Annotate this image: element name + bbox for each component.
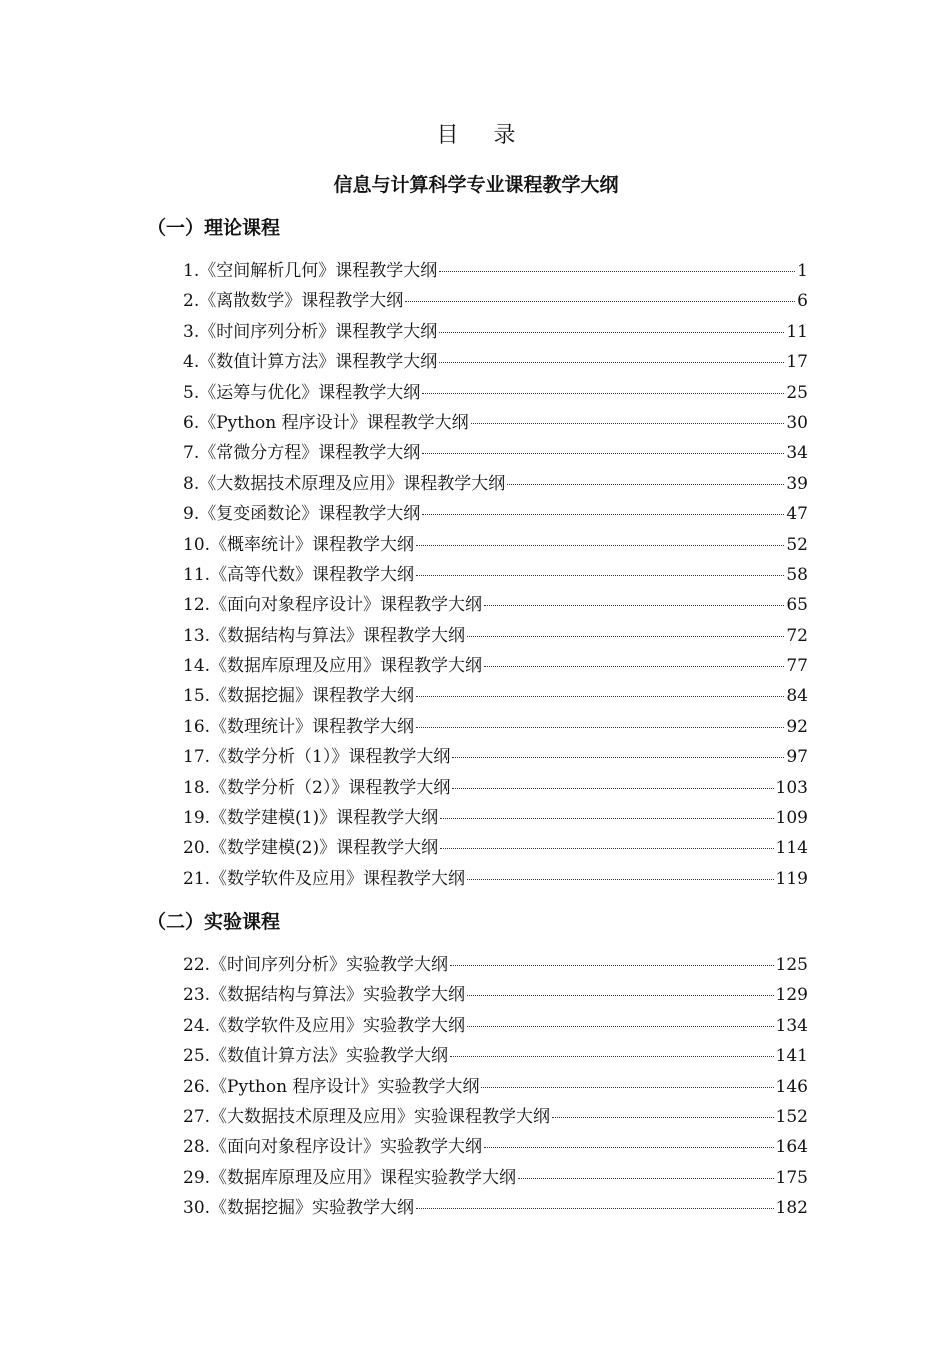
dot-leader [439,362,784,363]
dot-leader [416,545,784,546]
toc-entry-page-number: 114 [775,838,808,859]
toc-entry-title: 14.《数据库原理及应用》课程教学大纲 [183,656,483,677]
document-subtitle: 信息与计算科学专业课程教学大纲 [333,174,619,196]
dot-leader [416,575,784,576]
toc-entry[interactable] [183,864,808,894]
toc-entry[interactable] [183,621,808,651]
toc-entry-title: 5.《运筹与优化》课程教学大纲 [183,382,421,403]
toc-entry-page-number: 109 [775,808,808,829]
toc-entry-page-number: 30 [786,412,808,433]
dot-leader [484,1147,774,1148]
toc-entry[interactable] [183,980,808,1010]
toc-entry-page-number: 164 [775,1137,808,1158]
toc-entry[interactable] [183,1132,808,1162]
toc-entry-title: 23.《数据结构与算法》实验教学大纲 [183,985,466,1006]
toc-entry-title: 6.《Python 程序设计》课程教学大纲 [183,412,469,433]
dot-leader [422,514,784,515]
toc-entry-title: 16.《数理统计》课程教学大纲 [183,716,415,737]
toc-list-theory [183,256,808,894]
toc-entry-page-number: 77 [786,656,808,677]
toc-entry[interactable] [183,560,808,590]
toc-entry-title: 22.《时间序列分析》实验教学大纲 [183,955,449,975]
toc-entry-title: 18.《数学分析（2）》课程教学大纲 [183,777,451,798]
dot-leader [405,301,795,302]
toc-entry-page-number: 34 [786,443,808,464]
toc-entry-title: 7.《常微分方程》课程教学大纲 [183,443,421,464]
toc-entry-title: 30.《数据挖掘》实验教学大纲 [183,1198,415,1219]
dot-leader [481,1087,773,1088]
toc-entry-page-number: 92 [786,716,808,737]
dot-leader [552,1117,774,1118]
dot-leader [467,636,784,637]
dot-leader [422,453,784,454]
dot-leader [440,818,773,819]
dot-leader [416,1208,774,1209]
toc-entry-page-number: 134 [775,1015,808,1036]
toc-entry-title: 3.《时间序列分析》课程教学大纲 [183,321,438,342]
toc-list-experiment [183,950,808,1224]
toc-entry-title: 25.《数值计算方法》实验教学大纲 [183,1046,449,1067]
toc-entry[interactable] [183,742,808,772]
toc-entry-page-number: 103 [775,777,808,798]
toc-entry[interactable] [183,950,808,980]
dot-leader [450,965,774,966]
page-title: 目 录 [436,123,530,148]
dot-leader [450,1056,774,1057]
dot-leader [467,995,774,996]
toc-entry-page-number: 65 [786,595,808,616]
toc-entry[interactable] [183,530,808,560]
toc-entry[interactable] [183,499,808,529]
dot-leader [452,757,784,758]
toc-entry-title: 12.《面向对象程序设计》课程教学大纲 [183,595,483,616]
toc-entry-title: 13.《数据结构与算法》课程教学大纲 [183,625,466,646]
toc-entry[interactable] [183,256,808,286]
toc-entry-title: 4.《数值计算方法》课程教学大纲 [183,352,438,373]
dot-leader [416,727,784,728]
toc-entry-page-number: 182 [775,1198,808,1219]
toc-entry-title: 27.《大数据技术原理及应用》实验课程教学大纲 [183,1106,551,1127]
toc-entry-title: 20.《数学建模(2)》课程教学大纲 [183,838,439,859]
toc-entry-title: 8.《大数据技术原理及应用》课程教学大纲 [183,473,506,494]
toc-entry[interactable] [183,378,808,408]
toc-entry[interactable] [183,712,808,742]
toc-entry[interactable] [183,1102,808,1132]
toc-entry-page-number: 84 [786,686,808,707]
toc-entry-page-number: 39 [786,473,808,494]
toc-entry[interactable] [183,773,808,803]
toc-entry-title: 1.《空间解析几何》课程教学大纲 [183,261,438,281]
toc-entry[interactable] [183,1041,808,1071]
toc-entry-title: 15.《数据挖掘》课程教学大纲 [183,686,415,707]
toc-entry-page-number: 52 [786,534,808,555]
dot-leader [416,696,784,697]
toc-entry-title: 21.《数学软件及应用》课程教学大纲 [183,868,466,889]
toc-entry[interactable] [183,833,808,863]
toc-entry[interactable] [183,347,808,377]
dot-leader [467,879,774,880]
toc-entry[interactable] [183,1072,808,1102]
toc-entry[interactable] [183,1193,808,1223]
toc-entry[interactable] [183,681,808,711]
dot-leader [452,788,773,789]
toc-entry-page-number: 152 [775,1106,808,1127]
toc-entry-title: 28.《面向对象程序设计》实验教学大纲 [183,1137,483,1158]
toc-entry[interactable] [183,651,808,681]
dot-leader [439,271,795,272]
dot-leader [518,1178,774,1179]
toc-entry-page-number: 17 [786,352,808,373]
toc-entry-title: 9.《复变函数论》课程教学大纲 [183,504,421,525]
toc-entry-page-number: 119 [775,868,808,889]
toc-entry[interactable] [183,1011,808,1041]
toc-entry-page-number: 72 [786,625,808,646]
dot-leader [507,484,784,485]
toc-entry-title: 11.《高等代数》课程教学大纲 [183,564,415,585]
toc-entry-page-number: 1 [797,261,808,281]
dot-leader [484,605,784,606]
section-heading-theory: （一）理论课程 [147,217,281,239]
toc-entry-title: 29.《数据库原理及应用》课程实验教学大纲 [183,1167,517,1188]
dot-leader [484,666,784,667]
toc-entry-title: 19.《数学建模(1)》课程教学大纲 [183,808,439,829]
toc-entry-page-number: 11 [786,321,808,342]
section-heading-experiment: （二）实验课程 [147,911,281,933]
toc-entry-page-number: 129 [775,985,808,1006]
toc-entry[interactable] [183,286,808,316]
toc-entry[interactable] [183,469,808,499]
toc-entry[interactable] [183,408,808,438]
toc-entry[interactable] [183,438,808,468]
toc-entry-page-number: 58 [786,564,808,585]
toc-entry-page-number: 47 [786,504,808,525]
dot-leader [467,1026,774,1027]
toc-entry-title: 10.《概率统计》课程教学大纲 [183,534,415,555]
toc-entry-page-number: 175 [775,1167,808,1188]
toc-entry-title: 24.《数学软件及应用》实验教学大纲 [183,1015,466,1036]
toc-entry[interactable] [183,803,808,833]
toc-entry-page-number: 141 [775,1046,808,1067]
toc-entry-title: 26.《Python 程序设计》实验教学大纲 [183,1076,480,1097]
dot-leader [471,423,785,424]
dot-leader [440,848,773,849]
toc-entry[interactable] [183,317,808,347]
toc-entry-title: 17.《数学分析（1）》课程教学大纲 [183,747,451,768]
toc-entry-page-number: 125 [775,955,808,975]
dot-leader [422,393,784,394]
toc-entry-page-number: 97 [786,747,808,768]
toc-entry[interactable] [183,590,808,620]
toc-entry-page-number: 25 [786,382,808,403]
toc-entry-page-number: 6 [797,291,808,312]
toc-entry-title: 2.《离散数学》课程教学大纲 [183,291,404,312]
toc-entry-page-number: 146 [775,1076,808,1097]
toc-entry[interactable] [183,1163,808,1193]
dot-leader [439,332,784,333]
